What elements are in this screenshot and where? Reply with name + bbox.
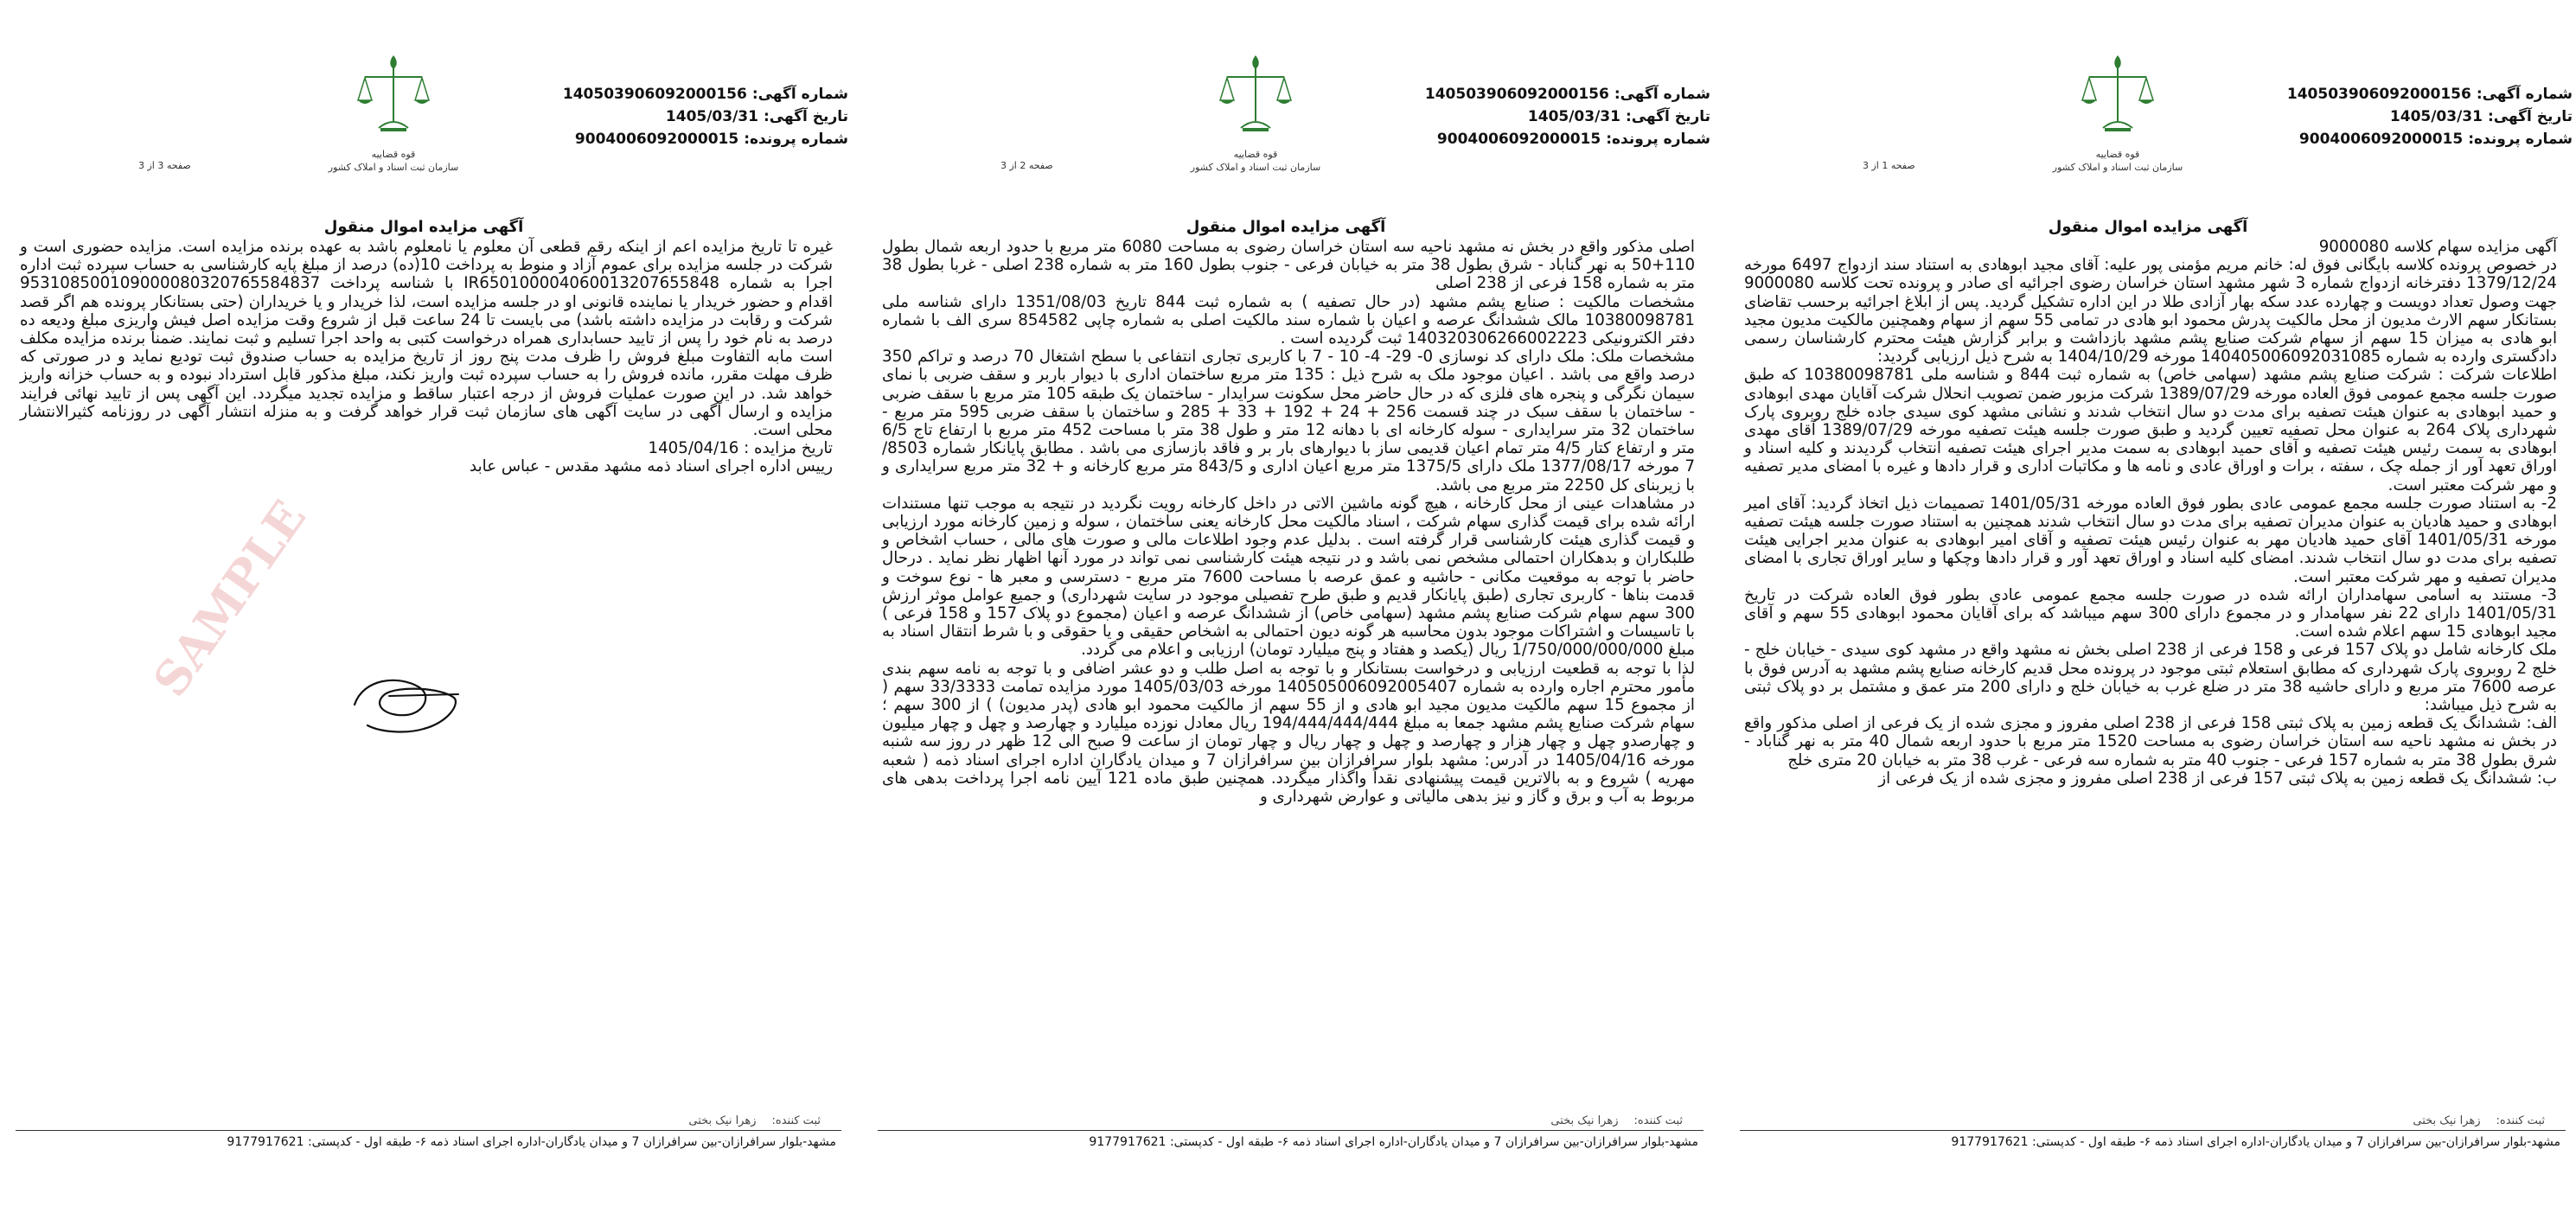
page-number: صفحه 1 از 3 xyxy=(1863,160,1915,171)
file-number: 9004006092000015 xyxy=(574,131,739,148)
notice-number: 140503906092000156 xyxy=(1424,86,1609,103)
paragraph: در خصوص پرونده کلاسه بایگانی فوق له: خانم مریم مؤمنی پور علیه: آقای مجید ابوهادی به استناد سند ازدواج 6497 مورخه 1379/12/24 دفترخانه ازدواج شماره 3 شهر مشهد استان خراسان رضوی اجرائیه ای صادر و پرونده تحت کلاسه 9000080 جهت وصول تعداد دویست و چهارده عدد سکه بهار آزادی طلا در این اداره تشکیل گردید. پس از ابلاغ اجرائیه برحسب تقاضای بستانکار سهم الارث مدیون از محل مالکیت پدرش محمود ابو هادی در تمامی 55 سهم از سهام وهمچنین مالکیت مدیون مجید ابو هادی به میزان 15 سهم از سهام شرکت صنایع پشم مشهد بازداشت و برابر گزارش هیئت محترم کارشناسان رسمی دادگستری وارده به شماره 140405006092031085 مورخه 1404/10/29 به شرح ذیل ارزیابی گردید: xyxy=(1744,256,2557,367)
file-number: 9004006092000015 xyxy=(1436,131,1601,148)
registrar xyxy=(673,1114,821,1127)
notice-body xyxy=(882,238,1695,806)
paragraph: 3- مستند به اسامی سهامداران ارائه شده در صورت جلسه مجمع عمومی عادی بطور فوق العاده شرکت در تاریخ 1401/05/31 دارای 22 نفر سهامدار و در مجموع دارای 300 سهم میباشد که برای آقایان محمود ابوهادی 55 سهم و آقای مجید ابوهادی 15 سهم اعلام شده است. xyxy=(1744,585,2557,642)
notice-number: 140503906092000156 xyxy=(562,86,747,103)
notice-title: آگهی مزایده اموال منقول xyxy=(323,218,524,236)
registrar-label: ثبت کننده: xyxy=(1633,1114,1683,1127)
notice-number-label: شماره آگهی: xyxy=(2476,86,2573,103)
footer-divider xyxy=(1740,1130,2566,1131)
notice-date: 1405/03/31 xyxy=(2389,108,2483,125)
notice-meta xyxy=(563,83,848,150)
scales-of-justice-icon xyxy=(1217,52,1294,147)
scales-of-justice-icon xyxy=(355,52,432,147)
notice-date-label: تاریخ آگهی: xyxy=(2487,108,2573,125)
footer-address: مشهد-بلوار سرافرازان-بین سرافرازان 7 و میدان یادگاران-اداره اجرای اسناد ذمه ۶- طبقه اول - کدپستی: 9177917621 xyxy=(227,1135,836,1149)
paragraph: 2- به استناد صورت جلسه مجمع عمومی عادی بطور فوق العاده مورخه 1401/05/31 تصمیمات ذیل اتخاذ گردید: آقای امیر ابوهادی و حمید هادیان به عنوان مدیران تصفیه برای مدت دو سال انتخاب شدند همچنین به استناد صورت جلسه هیئت تصفیه مورخه 1401/05/31 آقای حمید هادیان مهر به عنوان رئیس هیئت تصفیه و آقای امیر ابوهادی به عنوان مدیر اجرایی هیئت تصفیه برای مدت دو سال انتخاب شدند. امضای کلیه اسناد و اوراق تعهد آور و قرار دادها وچکها و سایر اوراق تجاری با امضای مدیران تصفیه و مهر شرکت معتبر است. xyxy=(1744,494,2558,586)
notice-date-label: تاریخ آگهی: xyxy=(1625,108,1710,125)
paragraph: آگهی مزایده سهام کلاسه 9000080 xyxy=(2318,238,2557,256)
paragraph: در مشاهدات عینی از محل کارخانه ، هیچ گونه ماشین الاتی در داخل کارخانه رویت نگردید در نتیجه به موجب تنها مستندات ارائه شده برای قیمت گذاری سهام شرکت ، اسناد مالکیت محل کارخانه یعنی ساختمان ، سوله و زمین کارخانه مورد ارزیابی و قیمت گذاری هیئت کارشناسی قرار گرفته است . بدلیل عدم وجود اطلاعات مالی و صورت های مالی ، حساب اشخاص و طلبکاران و بدهکاران احتمالی مشخص نمی باشد و در نتیجه هیئت کارشناسی نمی تواند در مورد آنها اظهار نظر نماید . درحال حاضر با توجه به موقعیت مکانی - حاشیه و عمق عرصه با مساحت 7600 متر مربع - دسترسی و معبر ها - نوع سوخت و قدمت بناها - کاربری تجاری (طبق پایانکار قدیم و طبق طرح تفصیلی موجود در سایت شهرداری) و جمیع عوامل موثر ارزش 300 سهم سهام شرکت صنایع پشم مشهد (سهامی خاص) از ششدانگ عرصه و اعیان (مجموع دو پلاک 157 و 158 فرعی ) با تاسیسات و اشتراکات موجود بدون محاسبه هر گونه دیون احتمالی به اشخاص حقیقی و یا حقوقی و با شرط انتقال اسناد به مبلغ 1/750/000/000/000 ریال (یکصد و هفتاد و پنج میلیارد تومان) ارزیابی و اعلام می گردد. xyxy=(882,494,1695,660)
emblem-word: قوه قضاییه xyxy=(1233,149,1278,160)
notice-page-3 xyxy=(0,0,852,1213)
notice-number: 140503906092000156 xyxy=(2286,86,2471,103)
footer-divider xyxy=(878,1130,1703,1131)
registrar xyxy=(1535,1114,1683,1127)
notice-page-1 xyxy=(1724,0,2576,1213)
handwritten-signature xyxy=(337,661,467,743)
paragraph: مشخصات ملک: ملک دارای کد نوسازی 0- 29- 4- 10 - 7 با کاربری تجاری انتفاعی با سطح اشتغال 70 درصد و تراکم 350 درصد واقع می باشد . اعیان موجود ملک به شرح ذیل : 135 متر مربع ساختمان اداری با دیوار باربر و سقف ضربی با نمای سیمان نگرگی و پنجره های فلزی که در حال حاضر محل سکونت سرایدار - ساختمان یک طبقه 105 متر مربع با سقف ضربی - ساختمان با سقف سبک در چند قسمت 256 + 24 + 192 + 33 + 285 و ساختمان با سقف ضربی 595 متر مربع - ساختمان 32 متر سرایداری - سوله کارخانه ای با دهانه 12 متر و طول 38 متر با مساحت 452 متر مربع با ارتفاع تاج 6/5 متر و ارتفاع کتار 4/5 متر تمام اعیان قدیمی ساز با دیوارهای بار بر و فاقد بازسازی می باشد . مطابق پایانکار شماره 8503/ 7 مورخه 1377/08/17 ملک دارای 1375/5 متر مربع اعیان اداری و 843/5 متر مربع کارخانه و + 32 متر مربع سرایداری و با زیربنای کل 2250 متر مربع می باشد. xyxy=(882,348,1696,495)
paragraph: ملک کارخانه شامل دو پلاک 157 فرعی و 158 فرعی از 238 اصلی بخش نه مشهد واقع در مشهد کوی سیدی - خیابان خلج - خلج 2 روبروی پارک شهرداری که مطابق استعلام ثبتی موجود در پرونده محل قدیم کارخانه صنایع پشم مشهد به آدرس فوق با عرصه 7600 متر مربع و دارای حاشیه 38 متر در ضلع غرب به خیابان خلج و دارای 200 متر عمق و مشتمل بر دو پلاک ثبتی به شرح ذیل میباشد: xyxy=(1744,641,2558,715)
emblem-caption: سازمان ثبت اسناد و املاک کشور xyxy=(1190,162,1321,173)
emblem-caption: سازمان ثبت اسناد و املاک کشور xyxy=(328,162,459,173)
notice-page-2 xyxy=(862,0,1714,1213)
notice-date-label: تاریخ آگهی: xyxy=(763,108,848,125)
registrar-label: ثبت کننده: xyxy=(2496,1114,2545,1127)
notice-meta xyxy=(2287,83,2573,150)
notice-title: آگهی مزایده اموال منقول xyxy=(1186,218,1386,236)
notice-meta xyxy=(1425,83,1710,150)
footer-address: مشهد-بلوار سرافرازان-بین سرافرازان 7 و میدان یادگاران-اداره اجرای اسناد ذمه ۶- طبقه اول - کدپستی: 9177917621 xyxy=(1089,1135,1698,1149)
registrar-name: زهرا نیک بختی xyxy=(2413,1114,2481,1127)
notice-body xyxy=(1744,238,2557,788)
judiciary-emblem xyxy=(1173,52,1338,190)
notice-number-label: شماره آگهی: xyxy=(751,86,848,103)
footer-divider xyxy=(16,1130,841,1131)
page-number: صفحه 2 از 3 xyxy=(1000,160,1053,171)
file-number: 9004006092000015 xyxy=(2298,131,2464,148)
stamp-watermark: SAMPLE xyxy=(142,489,317,707)
scales-of-justice-icon xyxy=(2079,52,2157,147)
registrar-name: زهرا نیک بختی xyxy=(688,1114,757,1127)
emblem-word: قوه قضاییه xyxy=(2095,149,2140,160)
paragraph: ب: ششدانگ یک قطعه زمین به پلاک ثبتی 157 فرعی از 238 اصلی مفروز و مجزی شده از یک فرعی از xyxy=(1878,769,2557,788)
judiciary-emblem xyxy=(2036,52,2200,190)
registrar-name: زهرا نیک بختی xyxy=(1550,1114,1619,1127)
registrar xyxy=(2397,1114,2545,1127)
notice-title: آگهی مزایده اموال منقول xyxy=(2048,218,2248,236)
signature-icon xyxy=(337,661,467,739)
paragraph: تاریخ مزایده : 1405/04/16 xyxy=(648,439,833,458)
file-number-label: شماره پرونده: xyxy=(2468,131,2573,148)
paragraph: رییس اداره اجرای اسناد ذمه مشهد مقدس - عباس عابد xyxy=(470,457,833,476)
page-number: صفحه 3 از 3 xyxy=(138,160,191,171)
emblem-word: قوه قضاییه xyxy=(371,149,416,160)
paragraph: غیره تا تاریخ مزایده اعم از اینکه رقم قطعی آن معلوم یا نامعلوم باشد به عهده برنده مزایده است. مزایده حضوری است و شرکت در جلسه مزایده برای عموم آزاد و منوط به پرداخت 10(ده) درصد از مبلغ پایه کارشناسی به حساب سپرده ثبت اداره اجرا به شماره IR650100004060013207655848 با شناسه پرداخت 953108500109000080320765584837 اقدام و حضور خریدار یا نماینده قانونی او در جلسه مزایده است، لذا خریدار و یا خریداران (حتی بستانکار پرونده هم اگر قصد شرکت و رقابت در مزایده داشته باشد) می بایست تا 24 ساعت قبل از شروع وقت مزایده اصل فیش واریزی مبلغ ودیعه ده درصد به نام خود را پس از تایید حسابداری همراه درخواست کتبی به واحد اجرا تسلیم و ثبت نمایند. ضمناً برنده مزایده مکلف است مابه التفاوت مبلغ فروش را ظرف مدت پنج روز از تاریخ مزایده به حساب صندوق ثبت تودیع نماید و در صورتی که ظرف مهلت مقرر، مانده فروش را به حساب سپرده ثبت واریز نکند، مبلغ مذکور قابل استرداد نبوده و به حساب خزانه واریز خواهد شد. در این صورت عملیات فروش از درجه اعتبار ساقط و مزایده تجدید میگردد. این آگهی پس از تایید نهائی فرایند مزایده و ارسال آگهی در سایت آگهی های سازمان ثبت قرار خواهد گرفت و به منزله انتشار آگهی در روزنامه کثیرالانتشار محلی است. xyxy=(20,238,834,440)
paragraph: اصلی مذکور واقع در بخش نه مشهد ناحیه سه استان خراسان رضوی به مساحت 6080 متر مربع با حدود اربعه شمال بطول 110+50 به نهر گناباد - شرق بطول 38 متر به خیابان فرعی - جنوب بطول 160 متر به شماره 238 اصلی - غربا بطول 38 متر به شماره 158 فرعی از 238 اصلی xyxy=(882,238,1696,293)
footer-address: مشهد-بلوار سرافرازان-بین سرافرازان 7 و میدان یادگاران-اداره اجرای اسناد ذمه ۶- طبقه اول - کدپستی: 9177917621 xyxy=(1951,1135,2560,1149)
notice-body xyxy=(20,238,833,476)
notice-number-label: شماره آگهی: xyxy=(1614,86,1710,103)
paragraph: لذا با توجه به قطعیت ارزیابی و درخواست بستانکار و با توجه به اصل طلب و دو عشر اضافی و با توجه به نامه سهم بندی مأمور محترم اجاره وارده به شماره 140505006092005407 مورخه 1405/03/03 مورد مزایده تمامت 33/3333 سهم ( از مجموع 15 سهم مالکیت مدیون مجید ابو هادی و از 55 سهم از مالکیت محمود ابو هادی (پدر مدیون) ) از 300 سهم ؛ سهام شرکت صنایع پشم مشهد جمعا به مبلغ 194/444/444/444 ریال معادل نوزده میلیارد و چهارصد و چهل و چهار میلیون و چهارصدو چهل و چهار هزار و چهارصد و چهل و چهار ریال و چهار تومان از ساعت 9 صبح الی 12 ظهر در روز سه شنبه مورخه 1405/04/16 در آدرس: مشهد بلوار سرافرازان بین سرافرازان 7 و میدان یادگاران اداره اجرای اسناد ذمه ( شعبه مهریه ) شروع و به بالاترین قیمت پیشنهادی نقداً واگذار میگردد. همچنین طبق ماده 121 آیین نامه اجرا پرداخت بدهی های مربوط به آب و برق و گاز و نیز بدهی مالیاتی و عوارض شهرداری و xyxy=(882,659,1695,807)
file-number-label: شماره پرونده: xyxy=(744,131,848,148)
file-number-label: شماره پرونده: xyxy=(1606,131,1710,148)
paragraph: مشخصات مالکیت : صنایع پشم مشهد (در حال تصفیه ) به شماره ثبت 844 تاریخ 1351/08/03 دارای شناسه ملی 10380098781 مالک ششدانگ عرصه و اعیان با شماره سند مالکیت اصلی به شماره چاپی 854582 سری الف با شماره دفتر الکترونیکی 140320306266002223 ثبت گردیده است . xyxy=(882,292,1695,348)
paragraph: الف: ششدانگ یک قطعه زمین به پلاک ثبتی 158 فرعی از 238 اصلی مفروز و مجزی شده از یک فرعی از اصلی مذکور واقع در بخش نه مشهد ناحیه سه استان خراسان رضوی به مساحت 1520 متر مربع با حدود اربعه شمال 40 متر به نهر گناباد - شرق بطول 38 متر به شماره 157 فرعی - جنوب 40 متر به شماره سه فرعی - غرب 38 متر به خیابان 20 متری خلج xyxy=(1744,714,2557,769)
notice-date: 1405/03/31 xyxy=(665,108,758,125)
paragraph: اطلاعات شرکت : شرکت صنایع پشم مشهد (سهامی خاص) به شماره ثبت 844 و شناسه ملی 10380098781 که طبق صورت جلسه مجمع عمومی فوق العاده مورخه 1389/07/29 شرکت مزبور ضمن تصویب انحلال شرکت آقایان مهدی ابوهادی و حمید ابوهادی به عنوان هیئت تصفیه برای مدت دو سال انتخاب شدند و نشانی مشهد کوی سیدی جاده خلج روبروی پارک شهرداری پلاک 264 به عنوان محل تصفیه تعیین گردید و طبق صورت جلسه هیئت تصفیه مورخه 1389/07/29 آقای مهدی ابوهادی به سمت رئیس هیئت تصفیه و آقای حمید ابوهادی به سمت مدیر اجرای هیئت تصفیه انتخاب گردیدند و کلیه اسناد و اوراق تعهد آور از جمله چک ، سفته ، برات و اوراق عادی و نامه ها و مکاتبات اداری و قرار دادها و غیره با امضای مدیر تصفیه و مهر شرکت معتبر است. xyxy=(1744,366,2558,495)
registrar-label: ثبت کننده: xyxy=(771,1114,821,1127)
notice-date: 1405/03/31 xyxy=(1527,108,1620,125)
emblem-caption: سازمان ثبت اسناد و املاک کشور xyxy=(2052,162,2183,173)
judiciary-emblem xyxy=(311,52,476,190)
